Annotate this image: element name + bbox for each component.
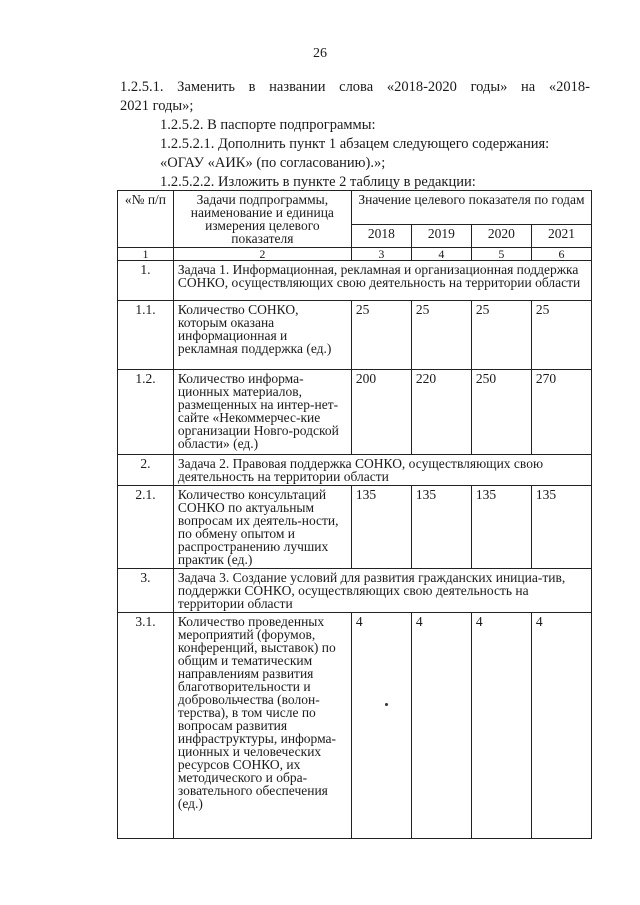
value-2021: 4 xyxy=(531,613,591,839)
value-2021: 25 xyxy=(531,301,591,370)
index-cell: 2 xyxy=(173,248,351,261)
indicator-description: Количество проведенных мероприятий (форумов, конференций, выставок) по общим и тематическим направлениям развития благотворительности и добровольчества (волон-терства), в том числе по вопросам развития инфраструктуры, информа-ционных и человеческих ресурсов СОНКО, их методического и обра-зовательного обеспечения (ед.) xyxy=(173,613,351,839)
index-cell: 4 xyxy=(411,248,471,261)
indicator-description: Количество консультаций СОНКО по актуальным вопросам их деятель-ности, по обмену опытом и распространению лучших практик (ед.) xyxy=(173,486,351,569)
row-number: 1.2. xyxy=(118,370,174,455)
task-description: Задача 2. Правовая поддержка СОНКО, осуществляющих свою деятельность на территории области xyxy=(173,455,591,486)
table-row-indicator-1-1 xyxy=(118,301,592,370)
value-2020: 135 xyxy=(471,486,531,569)
index-cell: 3 xyxy=(351,248,411,261)
table-row-indicator-2-1 xyxy=(118,486,592,569)
header-num: «№ п/п xyxy=(118,191,174,248)
header-year-2018: 2018 xyxy=(351,225,411,248)
table-row-indicator-1-2 xyxy=(118,370,592,455)
value-2018: 200 xyxy=(351,370,411,455)
value-2019: 4 xyxy=(411,613,471,839)
value-2018: 135 xyxy=(351,486,411,569)
value-2018: 4 xyxy=(351,613,411,839)
header-task: Задачи подпрограммы, наименование и единица измерения целевого показателя xyxy=(173,191,351,248)
paragraph-1-2-5-2-1: 1.2.5.2.1. Дополнить пункт 1 абзацем следующего содержания: xyxy=(160,136,550,152)
value-2019: 135 xyxy=(411,486,471,569)
row-number: 2. xyxy=(118,455,174,486)
task-description: Задача 3. Создание условий для развития гражданских инициа-тив, поддержки СОНКО, осуществляющих свою деятельность на территории области xyxy=(173,569,591,613)
header-year-2020: 2020 xyxy=(471,225,531,248)
header-year-2021: 2021 xyxy=(531,225,591,248)
page-number: 26 xyxy=(313,46,327,61)
value-2018: 25 xyxy=(351,301,411,370)
row-number: 1.1. xyxy=(118,301,174,370)
indicator-description: Количество информа-ционных материалов, размещенных на интер-нет-сайте «Некоммерчес-кие организации Новго-родской области» (ед.) xyxy=(173,370,351,455)
value-2021: 135 xyxy=(531,486,591,569)
value-2019: 220 xyxy=(411,370,471,455)
indicator-description: Количество СОНКО, которым оказана информационная и рекламная поддержка (ед.) xyxy=(173,301,351,370)
targets-table xyxy=(117,190,592,839)
table-row-task-3 xyxy=(118,569,592,613)
task-description: Задача 1. Информационная, рекламная и организационная поддержка СОНКО, осуществляющих свою деятельность на территории области xyxy=(173,261,591,301)
row-number: 3. xyxy=(118,569,174,613)
paragraph-1-2-5-2-2: 1.2.5.2.2. Изложить в пункте 2 таблицу в редакции: xyxy=(160,174,476,190)
value-2021: 270 xyxy=(531,370,591,455)
scan-speck xyxy=(385,703,388,706)
row-number: 3.1. xyxy=(118,613,174,839)
value-2020: 4 xyxy=(471,613,531,839)
value-2020: 25 xyxy=(471,301,531,370)
paragraph-1-2-5-2: 1.2.5.2. В паспорте подпрограммы: xyxy=(160,117,376,133)
table-row-task-1 xyxy=(118,261,592,301)
header-year-2019: 2019 xyxy=(411,225,471,248)
row-number: 2.1. xyxy=(118,486,174,569)
header-value-group: Значение целевого показателя по годам xyxy=(351,191,591,225)
table-row-task-2 xyxy=(118,455,592,486)
row-number: 1. xyxy=(118,261,174,301)
table-row-indicator-3-1 xyxy=(118,613,592,839)
paragraph-1-2-5-1: 1.2.5.1. Заменить в названии слова «2018-2020 годы» на «2018- xyxy=(120,79,590,95)
paragraph-1-2-5-1-continued: 2021 годы»; xyxy=(120,98,194,114)
index-cell: 1 xyxy=(118,248,174,261)
index-cell: 5 xyxy=(471,248,531,261)
value-2020: 250 xyxy=(471,370,531,455)
index-cell: 6 xyxy=(531,248,591,261)
paragraph-quote-ogau: «ОГАУ «АИК» (по согласованию).»; xyxy=(160,155,386,171)
value-2019: 25 xyxy=(411,301,471,370)
